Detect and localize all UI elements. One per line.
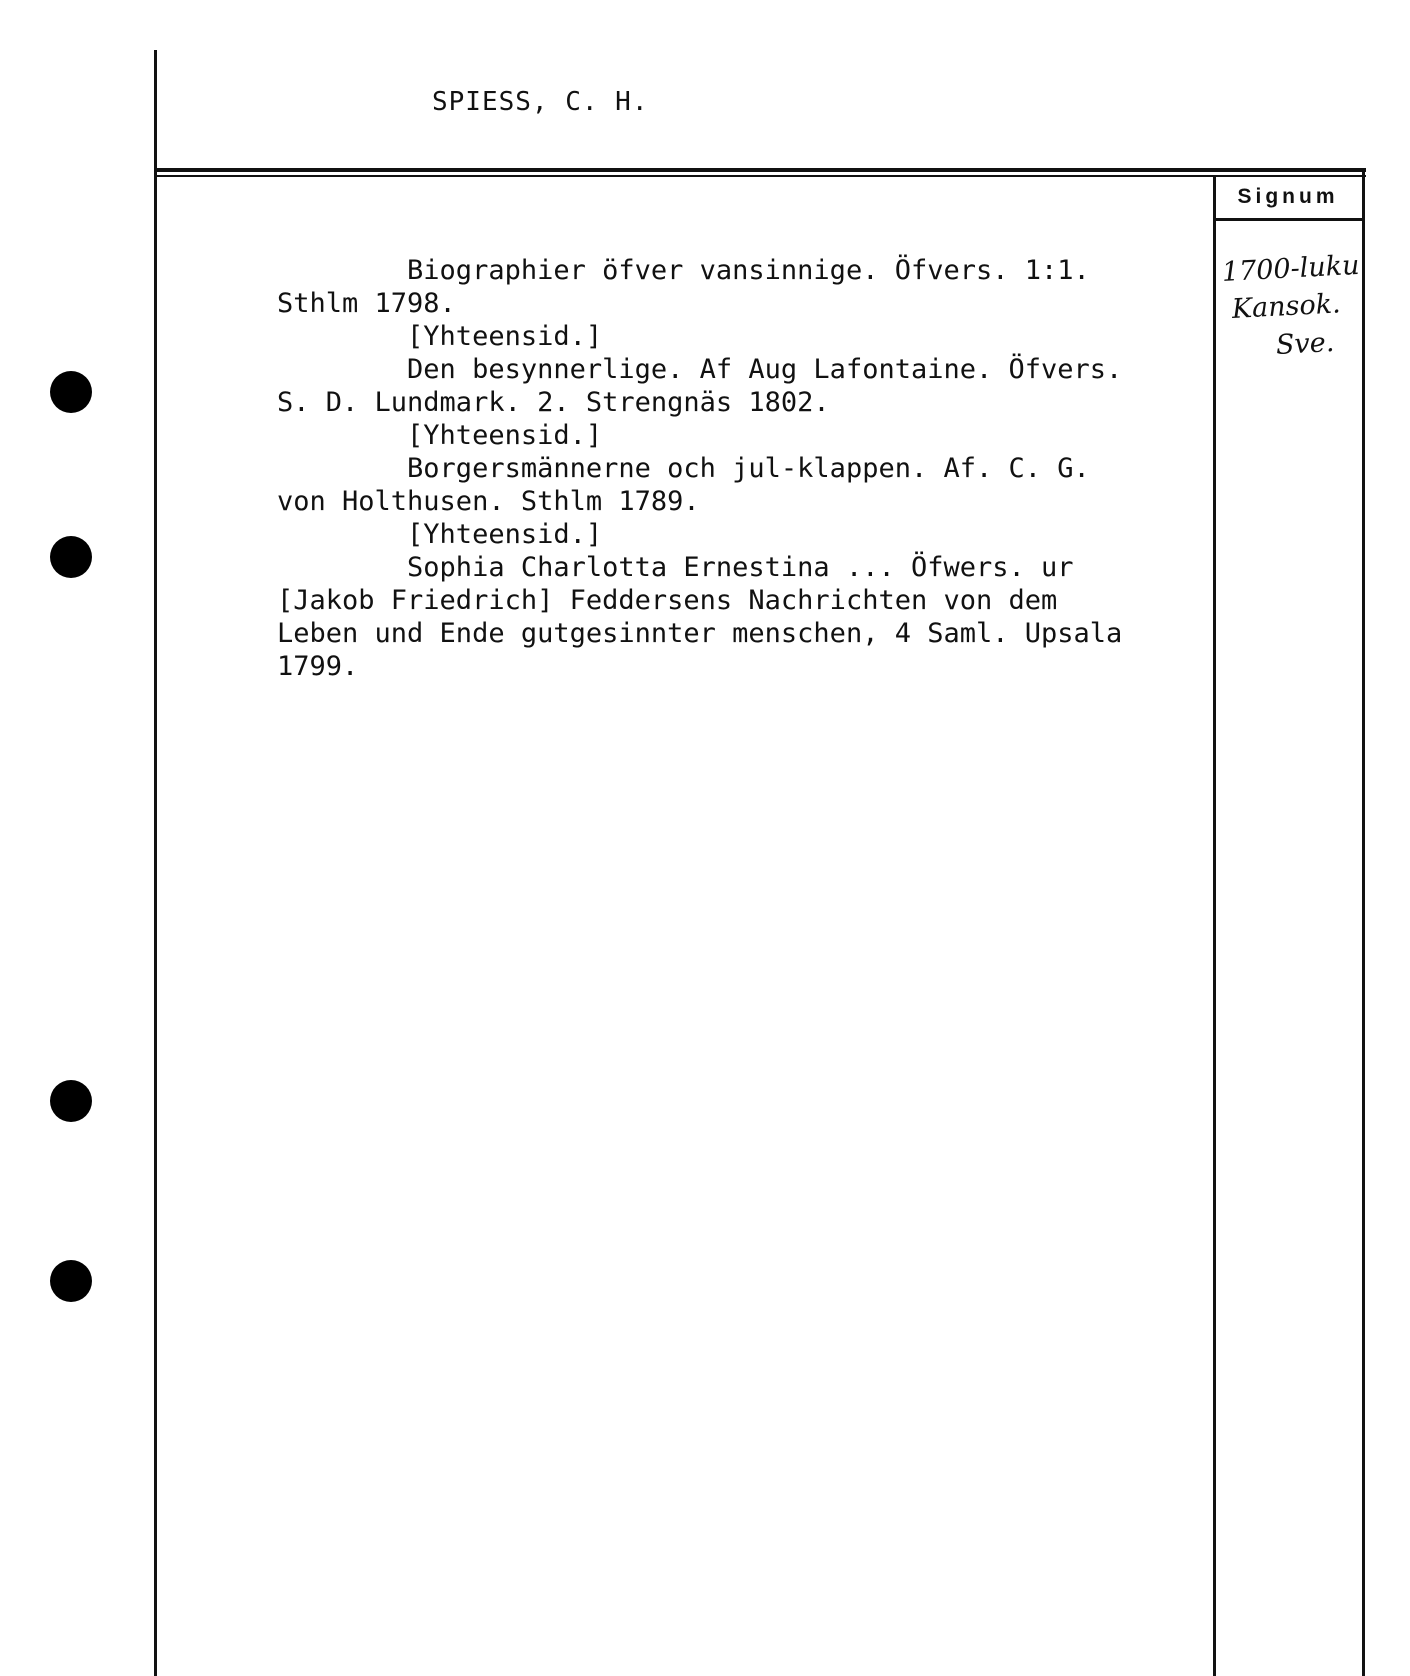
entry-line: Borgersmännerne och jul-klappen. Af. C. G.: [277, 453, 1090, 484]
entry-line: 1799.: [277, 651, 359, 682]
entry-line: [Yhteensid.]: [277, 321, 603, 352]
signum-handwritten-line: Kansok.: [1231, 288, 1342, 325]
entry-line: Biographier öfver vansinnige. Öfvers. 1:1.: [277, 255, 1090, 286]
entry-line: Leben und Ende gutgesinnter menschen, 4 Saml. Upsala: [277, 618, 1123, 649]
header-bottom-rule: [154, 175, 1366, 177]
entry-line: S. D. Lundmark. 2. Strengnäs 1802.: [277, 387, 830, 418]
header-top-rule: [154, 168, 1366, 172]
signum-handwritten-line: Sve.: [1275, 326, 1336, 361]
signum-label-underline: [1213, 218, 1365, 221]
left-margin-rule: [154, 50, 157, 1676]
entry-line: [Yhteensid.]: [277, 519, 603, 550]
card-heading: SPIESS, C. H.: [432, 87, 649, 117]
punch-hole: [50, 1080, 92, 1122]
signum-column-right-rule: [1362, 168, 1365, 1676]
punch-hole: [50, 1260, 92, 1302]
entry-line: Sophia Charlotta Ernestina ... Öfwers. ur: [277, 552, 1074, 583]
entry-line: von Holthusen. Sthlm 1789.: [277, 486, 700, 517]
punch-hole: [50, 371, 92, 413]
catalogue-entries: [277, 254, 1207, 683]
entry-line: [Yhteensid.]: [277, 420, 603, 451]
entry-line: [Jakob Friedrich] Feddersens Nachrichten von dem: [277, 585, 1058, 616]
signum-label: Signum: [1237, 185, 1339, 208]
signum-handwritten-line: 1700-luku: [1221, 249, 1361, 288]
entry-line: Sthlm 1798.: [277, 288, 456, 319]
punch-hole: [50, 536, 92, 578]
entry-line: Den besynnerlige. Af Aug Lafontaine. Öfvers.: [277, 354, 1123, 385]
signum-column-left-rule: [1213, 175, 1216, 1676]
